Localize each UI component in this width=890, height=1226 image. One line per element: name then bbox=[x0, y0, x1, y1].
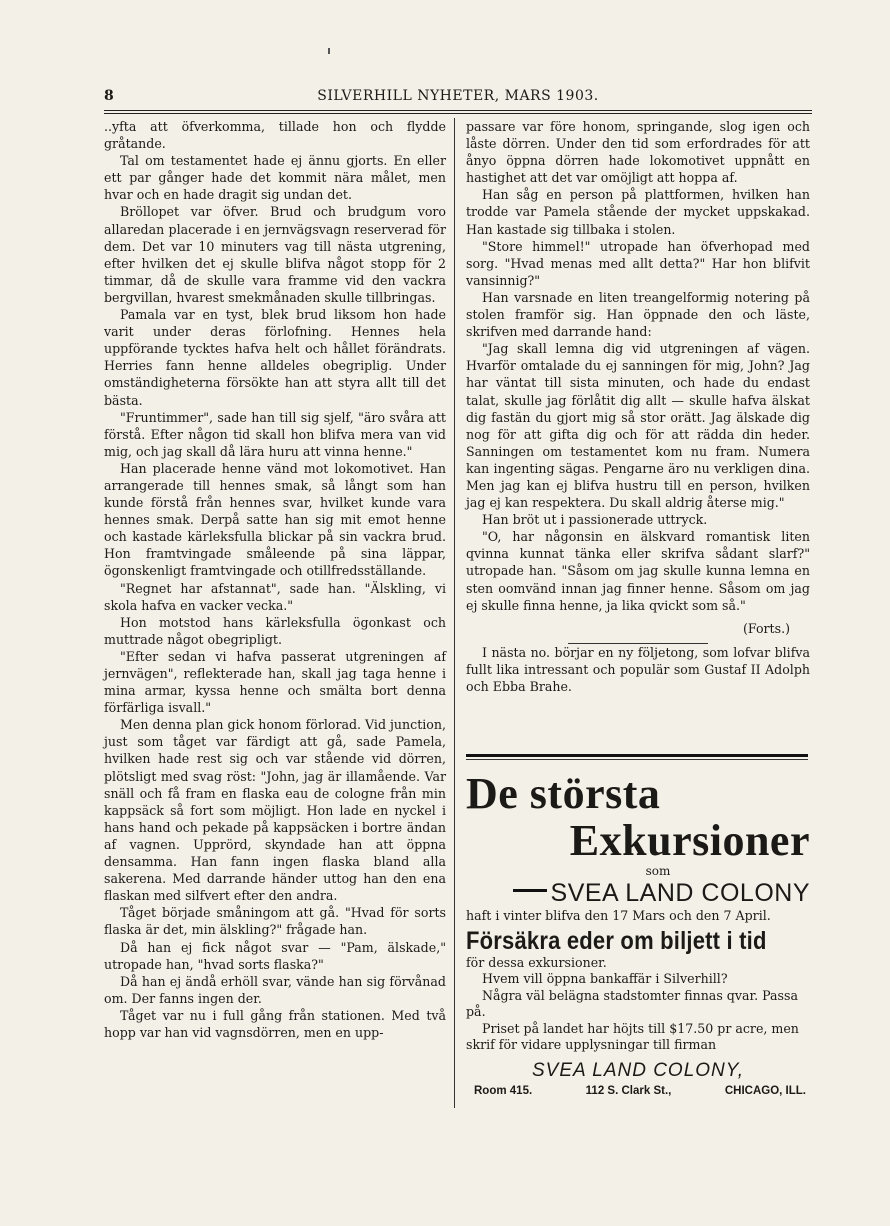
ad-callout: Försäkra eder om biljett i tid bbox=[466, 925, 767, 955]
paragraph: "Jag skall lemna dig vid utgreningen af vägen. Hvarför omtalade du ej sanningen för mig, John? Jag har väntat till sista minuten, och hade du endast talat, skulle jag förlåtit dig allt — skulle hafva älskat dig fastän du gjort mig så stor orätt. Jag älskade dig nog för att gifta dig och för att rädda din heder. Sanningen om testamentet kom nu fram. Numera kan ingenting sägas. Pengarne äro nu verkligen dina. Men jag kan ej blifva hustru till en person, hvilken jag ej kan respektera. Du skall aldrig återse mig." bbox=[466, 341, 810, 511]
ad-city: CHICAGO, ILL. bbox=[724, 1084, 806, 1097]
paragraph: passare var före honom, springande, slog igen och låste dörren. Under den tid som erfordrades för att ånyo öppna dörren hade lokomotivet uppnått en hastighet att det var omöjligt att hoppa af. bbox=[466, 119, 810, 186]
header-rule-double bbox=[104, 113, 812, 114]
ad-callout-sub: för dessa exkursioner. bbox=[466, 954, 607, 970]
paragraph: Men denna plan gick honom förlorad. Vid junction, just som tåget var färdigt att gå, sade Pamela, hvilken hade rest sig och var stående vid dörren, plötsligt med svag röst: "John, jag är illamående. Var snäll och få fram en flaska eau de cologne från min kappsäck så fort som möjligt. Hon lade en nyckel i hans hand och pekade på kappsäcken i bortre ändan af vagnen. Upprörd, skyndade han att öppna densamma. Han fann ingen flaska bland alla sakerena. Med darrande händer uttog han den ena flaskan med silfvert efter den andra. bbox=[104, 717, 446, 904]
ad-question-2: Några väl belägna stadstomter finnas qvar. Passa på. bbox=[466, 987, 798, 1019]
ad-company bbox=[466, 878, 810, 908]
paragraph: "O, har någonsin en älskvard romantisk liten qvinna kunnat tänka eller skrifva sådant slarf?" utropade han. "Såsom om jag skulle kunna lemna en sten oomvänd innan jag finner henne. Såsom om jag ej skulle finna henne, ja lika qvickt som så." bbox=[466, 529, 810, 613]
header-rule bbox=[104, 110, 812, 111]
page-header bbox=[104, 88, 812, 108]
ad-border-thick bbox=[466, 754, 808, 757]
page-number: 8 bbox=[104, 88, 115, 104]
paragraph: Tåget började småningom att gå. "Hvad för sorts flaska är det, min älskling?" frågade han. bbox=[104, 905, 446, 938]
serial-notice: I nästa no. börjar en ny följetong, som lofvar blifva fullt lika intressant och populär som Gustaf II Adolph och Ebba Brahe. bbox=[466, 644, 810, 694]
ad-street: 112 S. Clark St., bbox=[585, 1084, 672, 1097]
paragraph: Han placerade henne vänd mot lokomotivet. Han arrangerade till hennes smak, så långt som han kunde förstå från hennes svar, hvilket kunde vara hennes smak. Derpå satte han sig mit emot henne och kastade kärleksfulla blickar på sin vackra brud. Hon framtvingade småleende på sina läppar, ögonskenligt framtvingade och otillfredsställande. bbox=[104, 460, 446, 579]
ad-address bbox=[466, 1084, 810, 1099]
ad-headline-1: De största bbox=[466, 769, 661, 818]
ad-som: som bbox=[645, 864, 671, 878]
paragraph: "Store himmel!" utropade han öfverhopad med sorg. "Hvad menas med allt detta?" Har hon blifvit vansinnig?" bbox=[466, 238, 810, 288]
advertisement bbox=[466, 770, 810, 1099]
ad-company-text: SVEA LAND COLONY bbox=[550, 879, 810, 907]
column-divider bbox=[454, 118, 455, 1108]
ad-room: Room 415. bbox=[474, 1084, 533, 1097]
continued-mark: (Forts.) bbox=[742, 620, 790, 636]
ad-headline-2: Exkursioner bbox=[569, 816, 810, 865]
paragraph: Tåget var nu i full gång från stationen. Med två hopp var han vid vagnsdörren, men en upp- bbox=[104, 1007, 446, 1040]
ad-border-thin bbox=[466, 759, 808, 760]
paragraph: Tal om testamentet hade ej ännu gjorts. En eller ett par gånger hade det kommit nära målet, men hvar och en hade dragit sig undan det. bbox=[104, 153, 446, 203]
ad-dates: haft i vinter blifva den 17 Mars och den 7 April. bbox=[466, 908, 771, 923]
paragraph: "Efter sedan vi hafva passerat utgreningen af jernvägen", reflekterade han, skall jag taga henne i mina armar, kyssa henne och smälta bort denna förfärliga isvall." bbox=[104, 648, 446, 716]
ad-question-1: Hvem vill öppna bankaffär i Silverhill? bbox=[482, 971, 728, 986]
paragraph: Då han ej ändå erhöll svar, vände han sig förvånad om. Der fanns ingen der. bbox=[104, 973, 446, 1006]
left-column bbox=[104, 118, 446, 1041]
paragraph: ..yfta att öfverkomma, tillade hon och flydde gråtande. bbox=[104, 119, 446, 152]
paragraph: "Regnet har afstannat", sade han. "Älskling, vi skola hafva en vacker vecka." bbox=[104, 580, 446, 613]
paragraph: Han bröt ut i passionerade uttryck. bbox=[482, 512, 708, 528]
ad-company-2: SVEA LAND COLONY, bbox=[531, 1059, 744, 1081]
ad-question-3: Priset på landet har höjts till $17.50 pr acre, men skrif för vidare upplysningar till firman bbox=[466, 1020, 799, 1052]
paragraph: Hon motstod hans kärleksfulla ögonkast och muttrade något obegripligt. bbox=[104, 614, 446, 647]
paragraph: Pamala var en tyst, blek brud liksom hon hade varit under deras förlofning. Hennes hela uppförande tycktes hafva helt och hållet förändrats. Herries fann henne alldeles obegriplig. Under omständigheterna försökte han att styra allt till det bästa. bbox=[104, 307, 446, 408]
dash-ornament bbox=[513, 889, 547, 892]
masthead: SILVERHILL NYHETER, MARS 1903. bbox=[317, 88, 599, 104]
paragraph: Han varsnade en liten treangelformig notering på stolen framför sig. Han öppnade den och läste, skrifven med darrande hand: bbox=[466, 289, 810, 340]
paragraph: "Fruntimmer", sade han till sig sjelf, "äro svåra att förstå. Efter någon tid skall hon blifva mera van vid mig, och jag skall då lära huru att vinna henne." bbox=[104, 409, 446, 459]
paragraph: Bröllopet var öfver. Brud och brudgum voro allaredan placerade i en jernvägsvagn reserverad för dem. Det var 10 minuters vag till nästa utgrening, efter hvilken det ej skulle blifva något stopp för 2 timmar, då de skulle vara framme vid den vackra bergvillan, hvarest smekmånaden skulle tillbringas. bbox=[104, 204, 446, 305]
paragraph: Då han ej fick något svar — "Pam, älskade," utropade han, "hvad sorts flaska?" bbox=[104, 939, 446, 972]
paragraph: Han såg en person på plattformen, hvilken han trodde var Pamela stående der mycket uppskakad. Han kastade sig tillbaka i stolen. bbox=[466, 187, 810, 237]
right-column bbox=[466, 118, 810, 695]
print-speck bbox=[328, 48, 330, 54]
